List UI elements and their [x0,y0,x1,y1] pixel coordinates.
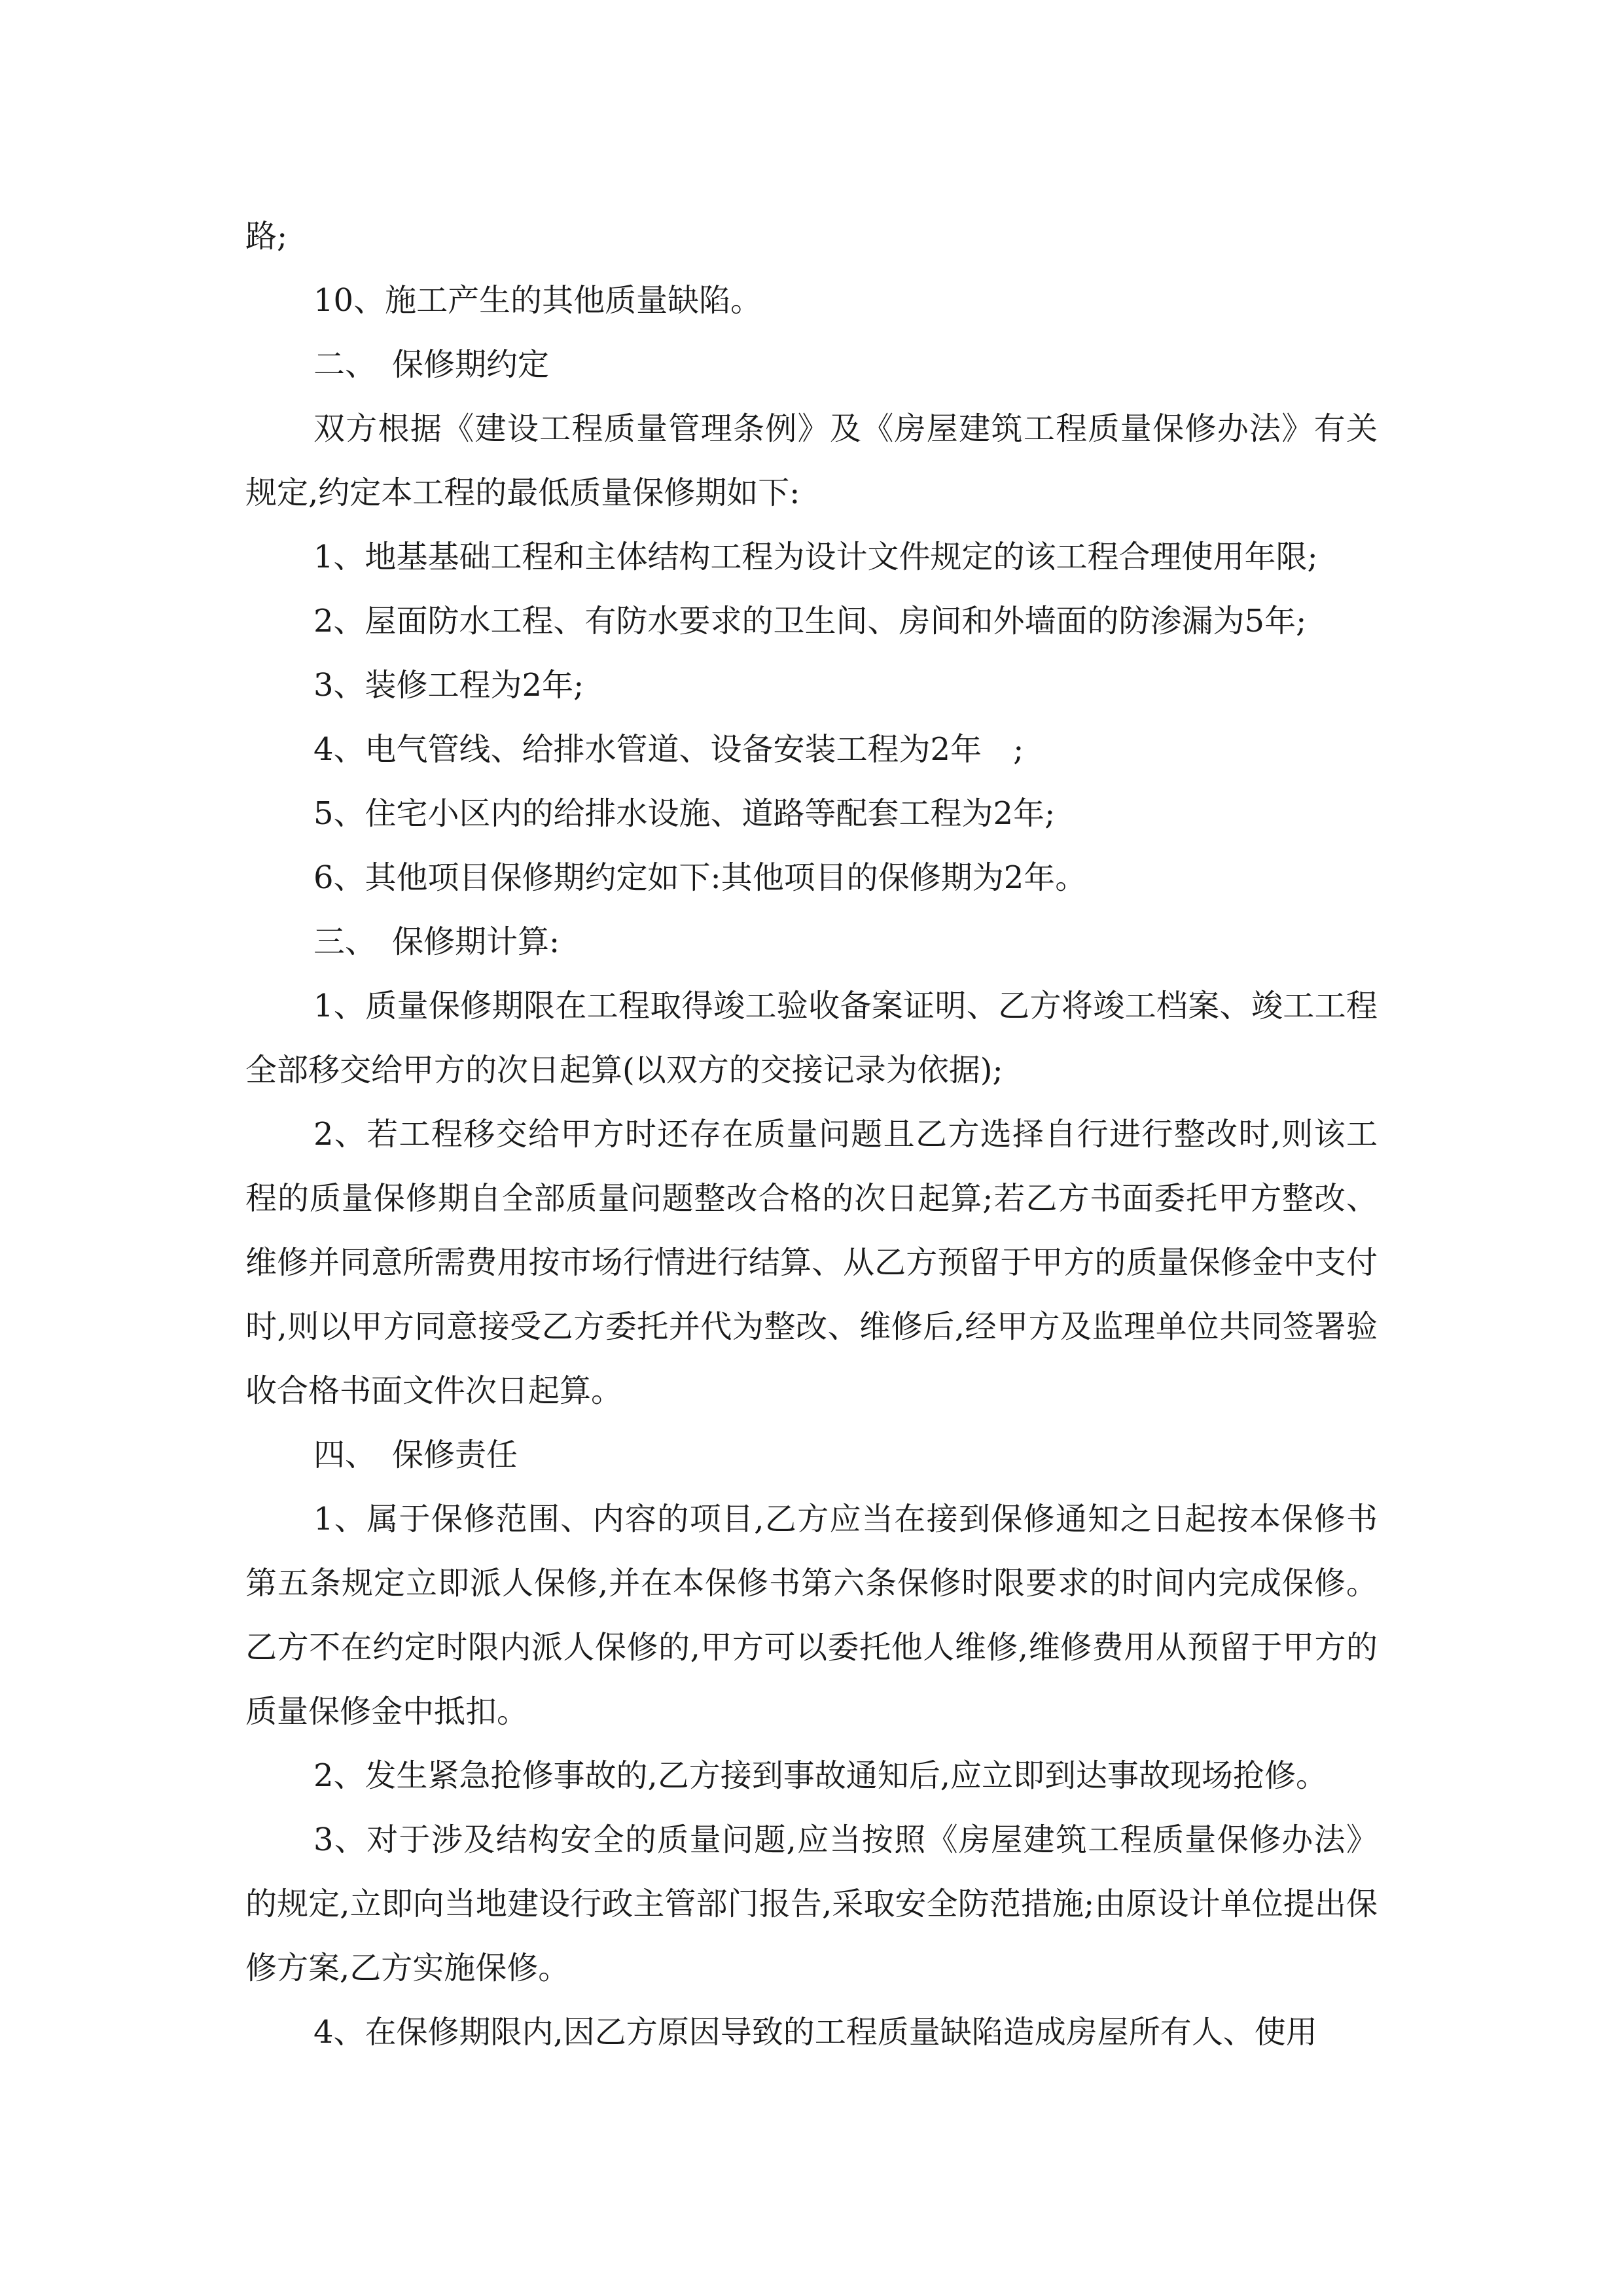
list-item: 2、屋面防水工程、有防水要求的卫生间、房间和外墙面的防渗漏为5年; [313,603,1307,639]
list-item: 3、对于涉及结构安全的质量问题,应当按照《房屋建筑工程质量保修办法》的规定,立即向当地建设行政主管部门报告,采取安全防范措施;由原设计单位提出保修方案,乙方实施保修。 [245,1821,1378,1986]
list-item: 2、若工程移交给甲方时还存在质量问题且乙方选择自行进行整改时,则该工程的质量保修期自全部质量问题整改合格的次日起算;若乙方书面委托甲方整改、维修并同意所需费用按市场行情进行结算、从乙方预留于甲方的质量保修金中支付时,则以甲方同意接受乙方委托并代为整改、维修后,经甲方及监理单位共同签署验收合格书面文件次日起算。 [245,1116,1378,1409]
list-item: 1、质量保修期限在工程取得竣工验收备案证明、乙方将竣工档案、竣工工程全部移交给甲方的次日起算(以双方的交接记录为依据); [245,988,1378,1088]
list-item: 3、装修工程为2年; [313,667,584,704]
list-item: 6、其他项目保修期约定如下:其他项目的保修期为2年。 [313,859,1087,896]
section-heading: 三、 保修期计算: [313,924,560,960]
list-item: 5、住宅小区内的给排水设施、道路等配套工程为2年; [313,795,1056,832]
section-heading: 二、 保修期约定 [313,346,550,383]
list-item: 4、电气管线、给排水管道、设备安装工程为2年 ; [313,731,1024,768]
section-heading: 四、 保修责任 [313,1437,518,1473]
list-item: 2、发生紧急抢修事故的,乙方接到事故通知后,应立即到达事故现场抢修。 [313,1757,1328,1794]
document-body [245,204,1378,2064]
list-item: 1、属于保修范围、内容的项目,乙方应当在接到保修通知之日起按本保修书第五条规定立即派人保修,并在本保修书第六条保修时限要求的时间内完成保修。乙方不在约定时限内派人保修的,甲方可以委托他人维修,维修费用从预留于甲方的质量保修金中抵扣。 [245,1501,1378,1730]
list-item: 4、在保修期限内,因乙方原因导致的工程质量缺陷造成房屋所有人、使用 [313,2014,1317,2051]
paragraph: 10、施工产生的其他质量缺陷。 [313,282,762,319]
list-item: 1、地基基础工程和主体结构工程为设计文件规定的该工程合理使用年限; [313,539,1318,575]
paragraph: 双方根据《建设工程质量管理条例》及《房屋建筑工程质量保修办法》有关规定,约定本工程的最低质量保修期如下: [245,410,1378,511]
paragraph: 路; [245,218,288,255]
